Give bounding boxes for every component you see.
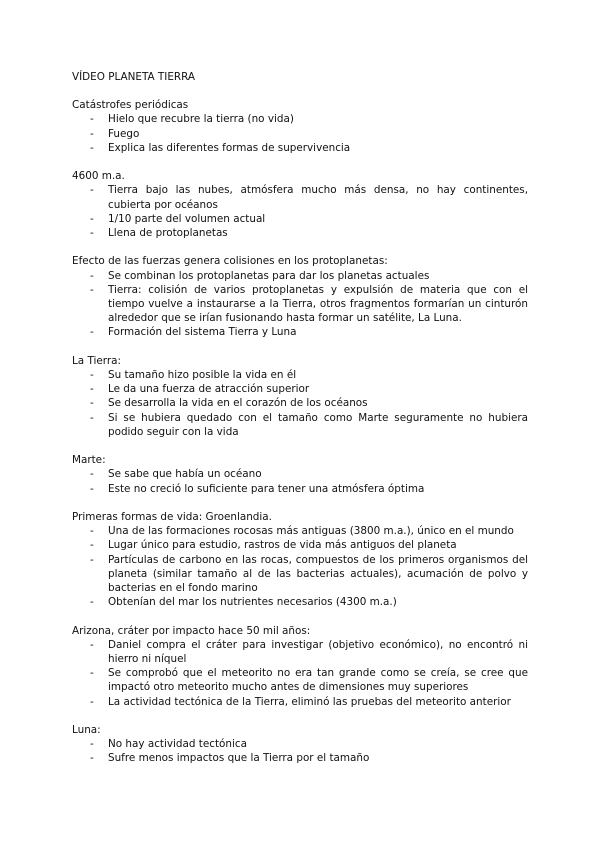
list-item: - Partículas de carbono en las rocas, compuestos de los primeros organismos del planeta (similar tamaño al de las bacterias actuales), acumación de polvo y bacterias en el fondo marino [72,553,528,596]
bullet-list [72,183,528,240]
section-heading: Efecto de las fuerzas genera colisiones en los protoplanetas: [72,255,388,268]
section-groenlandia [72,510,528,609]
bullet-list [72,467,528,495]
list-item: - Hielo que recubre la tierra (no vida) [72,112,528,126]
list-item: - La actividad tectónica de la Tierra, eliminó las pruebas del meteorito anterior [72,695,528,709]
section-arizona [72,624,528,709]
section-catastrofes [72,98,528,155]
list-item: - No hay actividad tectónica [72,737,528,751]
list-item: - Formación del sistema Tierra y Luna [72,325,528,339]
list-item: - Se sabe que había un océano [72,467,528,481]
list-item: - Si se hubiera quedado con el tamaño como Marte seguramente no hubiera podido seguir con la vida [72,411,528,439]
bullet-list [72,638,528,709]
section-heading: 4600 m.a. [72,170,125,183]
section-heading: Marte: [72,454,106,467]
document-title: VÍDEO PLANETA TIERRA [72,71,196,83]
list-item: - Fuego [72,127,528,141]
section-luna [72,723,528,766]
section-colisiones [72,254,528,339]
bullet-list [72,269,528,340]
section-4600-ma [72,169,528,240]
list-item: - Se comprobó que el meteorito no era tan grande como se creía, se cree que impactó otro meteorito mucho antes de dimensiones muy superiores [72,666,528,694]
bullet-list [72,368,528,439]
list-item: - Una de las formaciones rocosas más antiguas (3800 m.a.), único en el mundo [72,524,528,538]
section-heading: Primeras formas de vida: Groenlandia. [72,511,272,524]
list-item: - Daniel compra el cráter para investigar (objetivo económico), no encontró ni hierro ni níquel [72,638,528,666]
section-marte [72,453,528,496]
list-item: - Lugar único para estudio, rastros de vida más antiguos del planeta [72,538,528,552]
list-item: - Su tamaño hizo posible la vida en él [72,368,528,382]
list-item: - Se combinan los protoplanetas para dar los planetas actuales [72,269,528,283]
section-heading: Luna: [72,724,101,737]
list-item: - Le da una fuerza de atracción superior [72,382,528,396]
list-item: - Este no creció lo suficiente para tener una atmósfera óptima [72,482,528,496]
list-item: - Tierra: colisión de varios protoplanetas y expulsión de materia que con el tiempo vuelve a instaurarse a la Tierra, otros fragmentos formarían un cinturón alrededor que se irían fusionando hasta formar un satélite, La Luna. [72,283,528,326]
list-item: - Llena de protoplanetas [72,226,528,240]
section-heading: La Tierra: [72,354,121,367]
document-page [72,70,528,780]
list-item: - 1/10 parte del volumen actual [72,212,528,226]
section-heading: Arizona, cráter por impacto hace 50 mil años: [72,624,311,637]
list-item: - Se desarrolla la vida en el corazón de los océanos [72,396,528,410]
bullet-list [72,737,528,765]
list-item: - Tierra bajo las nubes, atmósfera mucho más densa, no hay continentes, cubierta por océanos [72,183,528,211]
list-item: - Sufre menos impactos que la Tierra por el tamaño [72,751,528,765]
section-heading: Catástrofes periódicas [72,99,189,112]
list-item: - Obtenían del mar los nutrientes necesarios (4300 m.a.) [72,595,528,609]
section-la-tierra [72,354,528,439]
list-item: - Explica las diferentes formas de supervivencia [72,141,528,155]
bullet-list [72,524,528,609]
bullet-list [72,112,528,155]
